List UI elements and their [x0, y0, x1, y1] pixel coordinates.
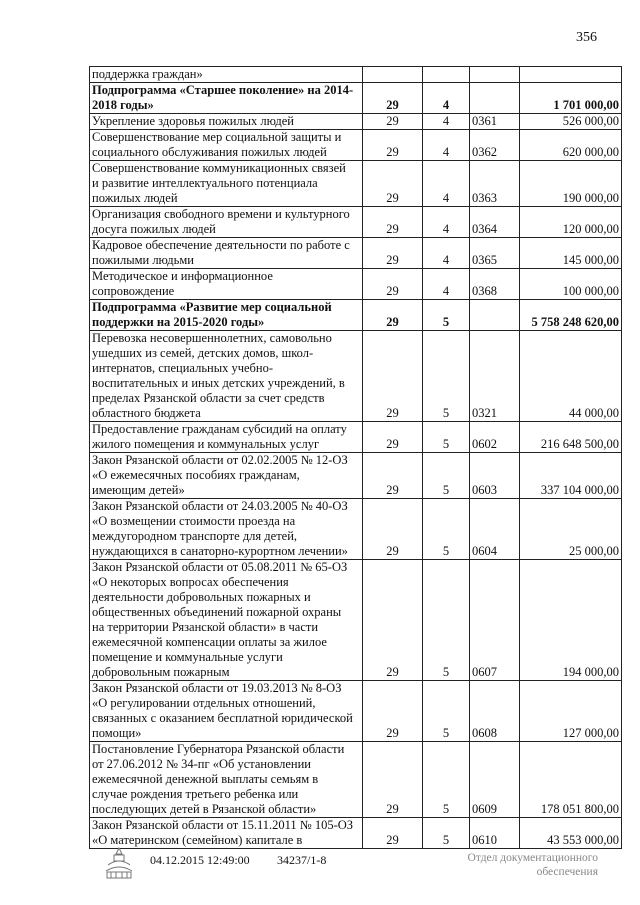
row-code-cell: 0607 — [470, 560, 520, 681]
row-sum-cell: 100 000,00 — [520, 269, 622, 300]
row-name-cell: Методическое и информационное сопровождение — [90, 269, 363, 300]
row-grbs-cell: 29 — [363, 114, 423, 130]
row-code-cell: 0602 — [470, 422, 520, 453]
row-sum-cell: 216 648 500,00 — [520, 422, 622, 453]
row-program-cell: 4 — [423, 207, 470, 238]
row-program-cell: 5 — [423, 331, 470, 422]
row-program-cell: 5 — [423, 818, 470, 849]
row-program-cell: 5 — [423, 499, 470, 560]
row-name-cell: Перевозка несовершеннолетних, самовольно ушедших из семей, детских домов, школ- интернатов, специальных учебно- воспитательных и иных детских учреждений, в пределах Рязанской области за счет средств областного бюджета — [90, 331, 363, 422]
table-row — [90, 453, 622, 499]
row-name-cell: Закон Рязанской области от 24.03.2005 № 40-ОЗ «О возмещении стоимости проезда на междугородном транспорте для детей, нуждающихся в санаторно-курортном лечении» — [90, 499, 363, 560]
row-program-cell: 5 — [423, 300, 470, 331]
footer-department-stamp: Отдел документационного обеспечения — [467, 852, 598, 878]
row-grbs-cell — [363, 67, 423, 83]
row-code-cell: 0321 — [470, 331, 520, 422]
row-name-cell: Подпрограмма «Старшее поколение» на 2014- 2018 годы» — [90, 83, 363, 114]
row-sum-cell: 145 000,00 — [520, 238, 622, 269]
row-sum-cell: 1 701 000,00 — [520, 83, 622, 114]
row-sum-cell: 25 000,00 — [520, 499, 622, 560]
row-code-cell: 0609 — [470, 742, 520, 818]
row-name-cell: Закон Рязанской области от 15.11.2011 № 105-ОЗ «О материнском (семейном) капитале в — [90, 818, 363, 849]
row-grbs-cell: 29 — [363, 742, 423, 818]
row-code-cell: 0365 — [470, 238, 520, 269]
table-row — [90, 67, 622, 83]
row-grbs-cell: 29 — [363, 818, 423, 849]
row-grbs-cell: 29 — [363, 453, 423, 499]
row-code-cell: 0604 — [470, 499, 520, 560]
row-grbs-cell: 29 — [363, 269, 423, 300]
budget-table — [89, 66, 622, 849]
row-code-cell — [470, 67, 520, 83]
table-row — [90, 681, 622, 742]
row-program-cell: 4 — [423, 269, 470, 300]
table-row — [90, 422, 622, 453]
table-row — [90, 161, 622, 207]
table-row — [90, 269, 622, 300]
row-grbs-cell: 29 — [363, 560, 423, 681]
row-name-cell: Совершенствование мер социальной защиты и социального обслуживания пожилых людей — [90, 130, 363, 161]
table-row — [90, 130, 622, 161]
table-row — [90, 83, 622, 114]
row-code-cell: 0362 — [470, 130, 520, 161]
table-row — [90, 114, 622, 130]
row-name-cell: Организация свободного времени и культурного досуга пожилых людей — [90, 207, 363, 238]
row-name-cell: Предоставление гражданам субсидий на оплату жилого помещения и коммунальных услуг — [90, 422, 363, 453]
row-code-cell: 0610 — [470, 818, 520, 849]
row-program-cell: 5 — [423, 422, 470, 453]
row-code-cell: 0608 — [470, 681, 520, 742]
row-name-cell: Укрепление здоровья пожилых людей — [90, 114, 363, 130]
row-code-cell: 0363 — [470, 161, 520, 207]
footer-datetime: 04.12.2015 12:49:00 — [150, 853, 250, 867]
row-sum-cell: 127 000,00 — [520, 681, 622, 742]
row-sum-cell: 120 000,00 — [520, 207, 622, 238]
row-grbs-cell: 29 — [363, 681, 423, 742]
table-row — [90, 300, 622, 331]
row-code-cell: 0603 — [470, 453, 520, 499]
row-sum-cell: 194 000,00 — [520, 560, 622, 681]
row-program-cell: 4 — [423, 161, 470, 207]
budget-table-body — [90, 67, 622, 849]
row-sum-cell: 190 000,00 — [520, 161, 622, 207]
row-name-cell: Подпрограмма «Развитие мер социальной поддержки на 2015-2020 годы» — [90, 300, 363, 331]
row-grbs-cell: 29 — [363, 130, 423, 161]
row-grbs-cell: 29 — [363, 207, 423, 238]
row-grbs-cell: 29 — [363, 238, 423, 269]
row-sum-cell: 526 000,00 — [520, 114, 622, 130]
table-row — [90, 818, 622, 849]
row-name-cell: Закон Рязанской области от 19.03.2013 № 8-ОЗ «О регулировании отдельных отношений, связанных с оказанием бесплатной юридической помощи» — [90, 681, 363, 742]
row-name-cell: Совершенствование коммуникационных связей и развитие интеллектуального потенциала пожилых людей — [90, 161, 363, 207]
table-row — [90, 742, 622, 818]
table-row — [90, 207, 622, 238]
row-grbs-cell: 29 — [363, 161, 423, 207]
row-program-cell — [423, 67, 470, 83]
row-sum-cell: 44 000,00 — [520, 331, 622, 422]
row-program-cell: 4 — [423, 114, 470, 130]
row-sum-cell — [520, 67, 622, 83]
row-name-cell: Закон Рязанской области от 02.02.2005 № 12-ОЗ «О ежемесячных пособиях гражданам, имеющим детей» — [90, 453, 363, 499]
row-grbs-cell: 29 — [363, 300, 423, 331]
row-program-cell: 4 — [423, 83, 470, 114]
table-row — [90, 238, 622, 269]
seal-emblem-icon — [102, 845, 136, 881]
footer-doc-number: 34237/1-8 — [277, 853, 327, 867]
row-grbs-cell: 29 — [363, 83, 423, 114]
table-row — [90, 499, 622, 560]
row-program-cell: 5 — [423, 560, 470, 681]
row-code-cell: 0368 — [470, 269, 520, 300]
row-name-cell: Закон Рязанской области от 05.08.2011 № 65-ОЗ «О некоторых вопросах обеспечения деятельности добровольных пожарных и общественных объединений пожарной охраны на территории Рязанской области» в части ежемесячной компенсации оплаты за жилое помещение и коммунальные услуги добровольным пожарным — [90, 560, 363, 681]
row-program-cell: 4 — [423, 130, 470, 161]
table-row — [90, 560, 622, 681]
row-code-cell — [470, 300, 520, 331]
row-name-cell: Кадровое обеспечение деятельности по работе с пожилыми людьми — [90, 238, 363, 269]
row-sum-cell: 620 000,00 — [520, 130, 622, 161]
row-sum-cell: 5 758 248 620,00 — [520, 300, 622, 331]
row-grbs-cell: 29 — [363, 422, 423, 453]
table-row — [90, 331, 622, 422]
row-name-cell: поддержка граждан» — [90, 67, 363, 83]
row-code-cell — [470, 83, 520, 114]
row-sum-cell: 337 104 000,00 — [520, 453, 622, 499]
row-program-cell: 5 — [423, 742, 470, 818]
row-name-cell: Постановление Губернатора Рязанской области от 27.06.2012 № 34-пг «Об установлении ежемесячной денежной выплаты семьям в случае рождения третьего ребенка или последующих детей в Рязанской области» — [90, 742, 363, 818]
row-grbs-cell: 29 — [363, 331, 423, 422]
row-program-cell: 4 — [423, 238, 470, 269]
row-grbs-cell: 29 — [363, 499, 423, 560]
row-sum-cell: 43 553 000,00 — [520, 818, 622, 849]
page-number: 356 — [576, 30, 597, 45]
row-program-cell: 5 — [423, 453, 470, 499]
row-program-cell: 5 — [423, 681, 470, 742]
row-sum-cell: 178 051 800,00 — [520, 742, 622, 818]
row-code-cell: 0361 — [470, 114, 520, 130]
row-code-cell: 0364 — [470, 207, 520, 238]
